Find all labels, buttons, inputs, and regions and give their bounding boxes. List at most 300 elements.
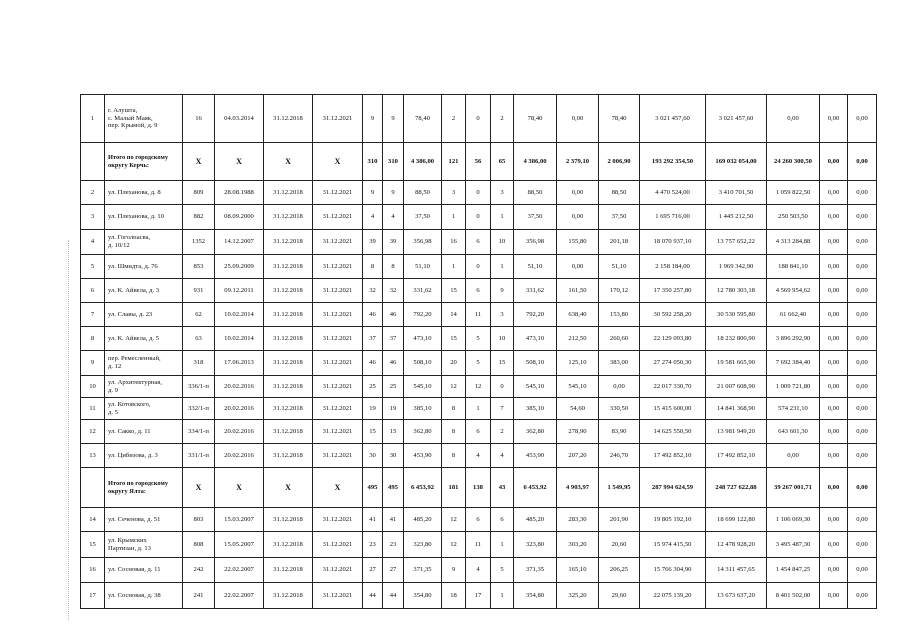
table-cell: 212,50 [557, 327, 599, 351]
table-cell: 32 [383, 279, 404, 303]
table-cell: 15 766 304,90 [640, 558, 706, 583]
table-cell: 241 [183, 583, 215, 609]
table-cell: 12 [442, 532, 466, 558]
table-cell: 51,10 [599, 255, 640, 279]
table-cell: 4 313 284,88 [767, 230, 820, 255]
table-row [81, 508, 877, 532]
table-cell: 32 [363, 279, 383, 303]
address-cell: ул. К. Айвела, д. 3 [105, 279, 183, 303]
table-cell: 14.12.2007 [215, 230, 264, 255]
table-cell: X [313, 143, 363, 181]
table-cell: 16 [442, 230, 466, 255]
table-cell: 6 453,92 [514, 468, 557, 508]
table-cell: 1 106 069,30 [767, 508, 820, 532]
table-cell: 125,10 [557, 351, 599, 376]
table-cell: 4 470 524,00 [640, 181, 706, 205]
table-cell: 25 [363, 376, 383, 398]
table-cell: 165,10 [557, 558, 599, 583]
table-cell: 283,30 [557, 508, 599, 532]
table-cell: 0,00 [848, 508, 877, 532]
table-cell: 0,00 [820, 398, 848, 420]
table-cell: 336/1-п [183, 376, 215, 398]
table-total-row [81, 143, 877, 181]
table-cell: 0,00 [820, 532, 848, 558]
table-cell: 354,80 [514, 583, 557, 609]
table-cell: 20.02.2016 [215, 444, 264, 468]
table-cell: 310 [383, 143, 404, 181]
table-cell: 56 [466, 143, 491, 181]
table-cell: 4 [466, 558, 491, 583]
table-cell: 5 [466, 351, 491, 376]
table-cell: 153,80 [599, 303, 640, 327]
table-cell: 193 292 354,50 [640, 143, 706, 181]
table-cell: 323,80 [404, 532, 442, 558]
table-cell: 0,00 [820, 558, 848, 583]
table-cell: 12 [442, 376, 466, 398]
table-cell: 09.12.2011 [215, 279, 264, 303]
table-cell: 0,00 [767, 444, 820, 468]
table-cell: 1 549,95 [599, 468, 640, 508]
table-cell: 882 [183, 205, 215, 230]
table-cell: 30 592 258,20 [640, 303, 706, 327]
table-cell: 250 503,50 [767, 205, 820, 230]
table-cell: 3 410 701,50 [706, 181, 767, 205]
table-cell: 181 [442, 468, 466, 508]
table-cell: X [183, 143, 215, 181]
table-row [81, 230, 877, 255]
table-cell: 0 [466, 181, 491, 205]
table-cell: 287 994 624,59 [640, 468, 706, 508]
table-cell: 8 401 502,00 [767, 583, 820, 609]
address-cell: ул. Сосновая, д. 38 [105, 583, 183, 609]
table-cell: 14 311 457,65 [706, 558, 767, 583]
table-cell: 0,00 [848, 558, 877, 583]
table-cell: 31.12.2021 [313, 376, 363, 398]
table-cell: 155,80 [557, 230, 599, 255]
table-cell: 3 495 487,30 [767, 532, 820, 558]
table-cell: 14 [442, 303, 466, 327]
table-cell: 31.12.2018 [264, 376, 313, 398]
table-cell: 04.03.2014 [215, 95, 264, 143]
table-row [81, 303, 877, 327]
table-cell: 39 267 001,71 [767, 468, 820, 508]
table-cell: 3 [442, 181, 466, 205]
address-cell: ул. Плеханова, д. 10 [105, 205, 183, 230]
table-cell: 15 [363, 420, 383, 444]
table-cell: 574 231,10 [767, 398, 820, 420]
table-cell: 356,98 [404, 230, 442, 255]
table-cell: 12 478 928,20 [706, 532, 767, 558]
table-cell: 11 [466, 532, 491, 558]
table-cell: 0,00 [820, 230, 848, 255]
table-cell: 4 [466, 444, 491, 468]
table-cell: 331,62 [404, 279, 442, 303]
table-cell: 0,00 [848, 351, 877, 376]
table-cell: 248 727 622,88 [706, 468, 767, 508]
table-cell: 31.12.2018 [264, 420, 313, 444]
address-cell: ул. Шмидта, д. 76 [105, 255, 183, 279]
table-cell: 638,40 [557, 303, 599, 327]
address-cell: ул. Сеченова, д. 51 [105, 508, 183, 532]
table-cell: 7 692 384,40 [767, 351, 820, 376]
table-cell: 0 [466, 205, 491, 230]
table-cell: 37,50 [599, 205, 640, 230]
table-cell: 6 [466, 420, 491, 444]
table-cell: 1 [466, 398, 491, 420]
table-cell: 1 [491, 255, 514, 279]
table-cell: 19 805 192,10 [640, 508, 706, 532]
table-cell: 51,10 [404, 255, 442, 279]
table-cell: 15 [442, 327, 466, 351]
table-cell: 3 021 457,60 [640, 95, 706, 143]
table-cell: 37,50 [514, 205, 557, 230]
table-cell: 43 [491, 468, 514, 508]
table-cell: 485,20 [404, 508, 442, 532]
table-cell: 44 [383, 583, 404, 609]
table-cell: 3 [491, 303, 514, 327]
table-cell: 1 059 822,50 [767, 181, 820, 205]
table-cell: 0,00 [820, 181, 848, 205]
table-cell: 88,50 [404, 181, 442, 205]
table-cell: 0,00 [820, 327, 848, 351]
table-cell: 31.12.2021 [313, 181, 363, 205]
table-cell: 78,40 [599, 95, 640, 143]
table-cell: 931 [183, 279, 215, 303]
table-cell: 20,60 [599, 532, 640, 558]
address-cell: Итого по городскому округу Ялта: [105, 468, 183, 508]
table-cell: 31.12.2018 [264, 532, 313, 558]
table-cell: 83,90 [599, 420, 640, 444]
row-number-cell: 6 [81, 279, 105, 303]
table-row [81, 255, 877, 279]
table-cell: 31.12.2021 [313, 279, 363, 303]
table-cell: 20.02.2016 [215, 376, 264, 398]
table-cell: 354,80 [404, 583, 442, 609]
table-cell: 0 [491, 376, 514, 398]
table-row [81, 95, 877, 143]
table-cell: 1352 [183, 230, 215, 255]
table-cell: 0,00 [820, 444, 848, 468]
table-cell: X [215, 143, 264, 181]
table-cell: 31.12.2018 [264, 327, 313, 351]
row-number-cell: 14 [81, 508, 105, 532]
table-cell: 0,00 [820, 255, 848, 279]
housing-registry-table [80, 94, 877, 609]
table-cell: 0,00 [557, 95, 599, 143]
table-cell: 1 695 716,00 [640, 205, 706, 230]
table-row [81, 327, 877, 351]
address-cell: ул. Цибизова, д. 3 [105, 444, 183, 468]
table-cell: 88,50 [514, 181, 557, 205]
table-row [81, 583, 877, 609]
table-cell: 31.12.2018 [264, 181, 313, 205]
table-row [81, 279, 877, 303]
table-cell: 8 [363, 255, 383, 279]
row-number-cell: 13 [81, 444, 105, 468]
table-cell: 31.12.2018 [264, 444, 313, 468]
table-row [81, 558, 877, 583]
table-cell: 23 [383, 532, 404, 558]
table-cell: 1 445 212,50 [706, 205, 767, 230]
table-cell: 31.12.2021 [313, 327, 363, 351]
table-cell: 0,00 [848, 143, 877, 181]
table-cell: 4 386,00 [514, 143, 557, 181]
table-cell: 495 [363, 468, 383, 508]
table-cell: 473,10 [514, 327, 557, 351]
table-cell: 0,00 [848, 279, 877, 303]
table-cell: 20.02.2016 [215, 420, 264, 444]
table-cell: 3 [491, 181, 514, 205]
row-number-cell: 9 [81, 351, 105, 376]
table-cell: 2 [491, 95, 514, 143]
table-cell: 809 [183, 181, 215, 205]
table-cell: 17 350 257,80 [640, 279, 706, 303]
table-cell: 792,20 [404, 303, 442, 327]
table-cell: 18 [442, 583, 466, 609]
table-cell: 2 158 184,00 [640, 255, 706, 279]
table-cell: 37,50 [404, 205, 442, 230]
table-cell: 4 386,00 [404, 143, 442, 181]
table-cell: 31.12.2018 [264, 351, 313, 376]
table-cell: 13 981 949,20 [706, 420, 767, 444]
table-cell: 54,60 [557, 398, 599, 420]
table-cell: 4 [491, 444, 514, 468]
table-cell: 169 032 054,00 [706, 143, 767, 181]
table-cell: 19 581 665,90 [706, 351, 767, 376]
table-cell: 0,00 [820, 376, 848, 398]
table-cell: 323,80 [514, 532, 557, 558]
table-cell: 1 454 847,25 [767, 558, 820, 583]
table-cell: 495 [383, 468, 404, 508]
table-cell: 485,20 [514, 508, 557, 532]
address-cell: ул. К. Айвела, д. 5 [105, 327, 183, 351]
table-cell: 22.02.2007 [215, 583, 264, 609]
table-cell: 31.12.2021 [313, 508, 363, 532]
row-number-cell: 1 [81, 95, 105, 143]
table-cell: 371,35 [514, 558, 557, 583]
row-number-cell: 4 [81, 230, 105, 255]
table-cell: 25.09.2009 [215, 255, 264, 279]
table-cell: 853 [183, 255, 215, 279]
row-number-cell: 7 [81, 303, 105, 327]
table-cell: 31.12.2021 [313, 95, 363, 143]
table-cell: 9 [491, 279, 514, 303]
table-cell: 46 [383, 351, 404, 376]
table-cell: 0,00 [820, 303, 848, 327]
table-cell: 19 [363, 398, 383, 420]
table-cell: 8 [442, 420, 466, 444]
table-cell: 4 [383, 205, 404, 230]
table-cell: X [264, 143, 313, 181]
table-cell: 8 [442, 444, 466, 468]
table-cell: 31.12.2018 [264, 303, 313, 327]
table-cell: 41 [383, 508, 404, 532]
table-cell: 383,00 [599, 351, 640, 376]
table-cell: 0,00 [820, 279, 848, 303]
table-cell: 2 379,10 [557, 143, 599, 181]
address-cell: ул. Котовского, д. 5 [105, 398, 183, 420]
table-cell: 334/1-п [183, 420, 215, 444]
table-cell: 1 [442, 205, 466, 230]
table-cell: 5 [491, 558, 514, 583]
table-cell: 39 [363, 230, 383, 255]
table-cell: 310 [363, 143, 383, 181]
table-cell: 331,62 [514, 279, 557, 303]
table-cell: 170,12 [599, 279, 640, 303]
address-cell: ул. Гоголпасва, д. 10/12 [105, 230, 183, 255]
table-cell: 31.12.2018 [264, 398, 313, 420]
table-cell: 22.02.2007 [215, 558, 264, 583]
table-cell: 0,00 [820, 95, 848, 143]
table-cell: 88,50 [599, 181, 640, 205]
table-cell: 31.12.2021 [313, 255, 363, 279]
table-cell: 331/1-п [183, 444, 215, 468]
table-cell: 453,90 [404, 444, 442, 468]
table-cell: 9 [363, 95, 383, 143]
table-cell: 15 415 600,00 [640, 398, 706, 420]
address-cell: пер. Ремесленный, д. 12 [105, 351, 183, 376]
table-cell: 9 [383, 95, 404, 143]
table-cell: 18 232 800,90 [706, 327, 767, 351]
table-cell: 31.12.2018 [264, 558, 313, 583]
table-cell: 41 [363, 508, 383, 532]
table-cell: 9 [442, 558, 466, 583]
table-cell: 188 841,10 [767, 255, 820, 279]
table-cell: 31.12.2021 [313, 205, 363, 230]
table-cell: 161,50 [557, 279, 599, 303]
table-cell: 20.02.2016 [215, 398, 264, 420]
table-cell: 39 [383, 230, 404, 255]
table-cell: 12 [442, 508, 466, 532]
table-cell: 0,00 [848, 468, 877, 508]
row-number-cell: 10 [81, 376, 105, 398]
table-cell: 22 129 093,80 [640, 327, 706, 351]
table-cell: 0,00 [848, 205, 877, 230]
table-cell: 22 075 139,20 [640, 583, 706, 609]
table-cell: 37 [383, 327, 404, 351]
address-cell: ул. Крымских Партизан, д. 13 [105, 532, 183, 558]
table-cell: 15 [442, 279, 466, 303]
table-cell: 13 757 652,22 [706, 230, 767, 255]
table-cell: 23 [363, 532, 383, 558]
table-cell: 9 [363, 181, 383, 205]
table-cell: 22 017 330,70 [640, 376, 706, 398]
table-cell: 63 [183, 327, 215, 351]
table-cell: 1 969 342,90 [706, 255, 767, 279]
table-cell: 5 [466, 327, 491, 351]
table-cell: 0,00 [848, 95, 877, 143]
address-cell: ул. Плеханова, д. 8 [105, 181, 183, 205]
table-cell: 18 699 122,80 [706, 508, 767, 532]
table-cell: X [183, 468, 215, 508]
table-cell: 18 070 937,10 [640, 230, 706, 255]
table-cell: 44 [363, 583, 383, 609]
table-cell: 3 021 457,60 [706, 95, 767, 143]
table-total-row [81, 468, 877, 508]
row-number-cell: 8 [81, 327, 105, 351]
address-cell: ул. Архитектурная, д. 9 [105, 376, 183, 398]
table-cell: 11 [466, 303, 491, 327]
table-cell: 0,00 [848, 398, 877, 420]
table-cell: 4 903,97 [557, 468, 599, 508]
table-cell: 10.02.2014 [215, 303, 264, 327]
address-cell: Итого по городскому округу Керчь: [105, 143, 183, 181]
table-cell: 7 [491, 398, 514, 420]
table-cell: 15 [491, 351, 514, 376]
table-cell: 29,60 [599, 583, 640, 609]
table-cell: 545,10 [557, 376, 599, 398]
table-cell: 10 [491, 327, 514, 351]
row-number-cell: 11 [81, 398, 105, 420]
table-cell: 0,00 [848, 303, 877, 327]
table-cell: 278,90 [557, 420, 599, 444]
table-cell: 16 [183, 95, 215, 143]
table-cell: 0,00 [848, 532, 877, 558]
table-cell: 371,35 [404, 558, 442, 583]
table-cell: 31.12.2021 [313, 351, 363, 376]
table-cell: 0,00 [820, 468, 848, 508]
table-cell: 25 [383, 376, 404, 398]
table-cell: 31.12.2021 [313, 532, 363, 558]
table-cell: 6 [466, 508, 491, 532]
table-cell: 30 [363, 444, 383, 468]
row-number-cell [81, 468, 105, 508]
table-cell: 643 601,30 [767, 420, 820, 444]
table-cell: 62 [183, 303, 215, 327]
table-cell: 330,50 [599, 398, 640, 420]
table-cell: 473,10 [404, 327, 442, 351]
table-cell: 20 [442, 351, 466, 376]
table-row [81, 398, 877, 420]
table-cell: 121 [442, 143, 466, 181]
table-cell: 27 [383, 558, 404, 583]
table-cell: X [264, 468, 313, 508]
table-cell: 0,00 [848, 376, 877, 398]
table-cell: 385,10 [514, 398, 557, 420]
table-cell: 6 [491, 508, 514, 532]
table-cell: 24 260 300,50 [767, 143, 820, 181]
table-cell: 30 530 595,80 [706, 303, 767, 327]
table-cell: 8 [383, 255, 404, 279]
table-row [81, 205, 877, 230]
table-cell: 260,60 [599, 327, 640, 351]
table-cell: 08.09.2000 [215, 205, 264, 230]
table-cell: X [313, 468, 363, 508]
table-cell: 12 [466, 376, 491, 398]
table-cell: 31.12.2021 [313, 230, 363, 255]
table-cell: 31.12.2021 [313, 420, 363, 444]
scan-edge [68, 240, 73, 620]
table-cell: 31.12.2021 [313, 558, 363, 583]
table-cell: 0 [466, 95, 491, 143]
table-cell: 31.12.2018 [264, 583, 313, 609]
table-cell: 242 [183, 558, 215, 583]
table-cell: 0,00 [820, 143, 848, 181]
table-cell: 12 780 303,18 [706, 279, 767, 303]
table-row [81, 444, 877, 468]
table-cell: 0,00 [848, 230, 877, 255]
table-cell: 0,00 [848, 444, 877, 468]
table-cell: 78,40 [514, 95, 557, 143]
table-cell: 0,00 [848, 255, 877, 279]
table-cell: 0,00 [848, 181, 877, 205]
table-cell: 3 896 292,90 [767, 327, 820, 351]
table-cell: 138 [466, 468, 491, 508]
table-cell: 19 [383, 398, 404, 420]
table-row [81, 420, 877, 444]
address-cell: г. Алушта, с. Малый Маяк, пер. Крымой, д. 9 [105, 95, 183, 143]
table-cell: 385,10 [404, 398, 442, 420]
